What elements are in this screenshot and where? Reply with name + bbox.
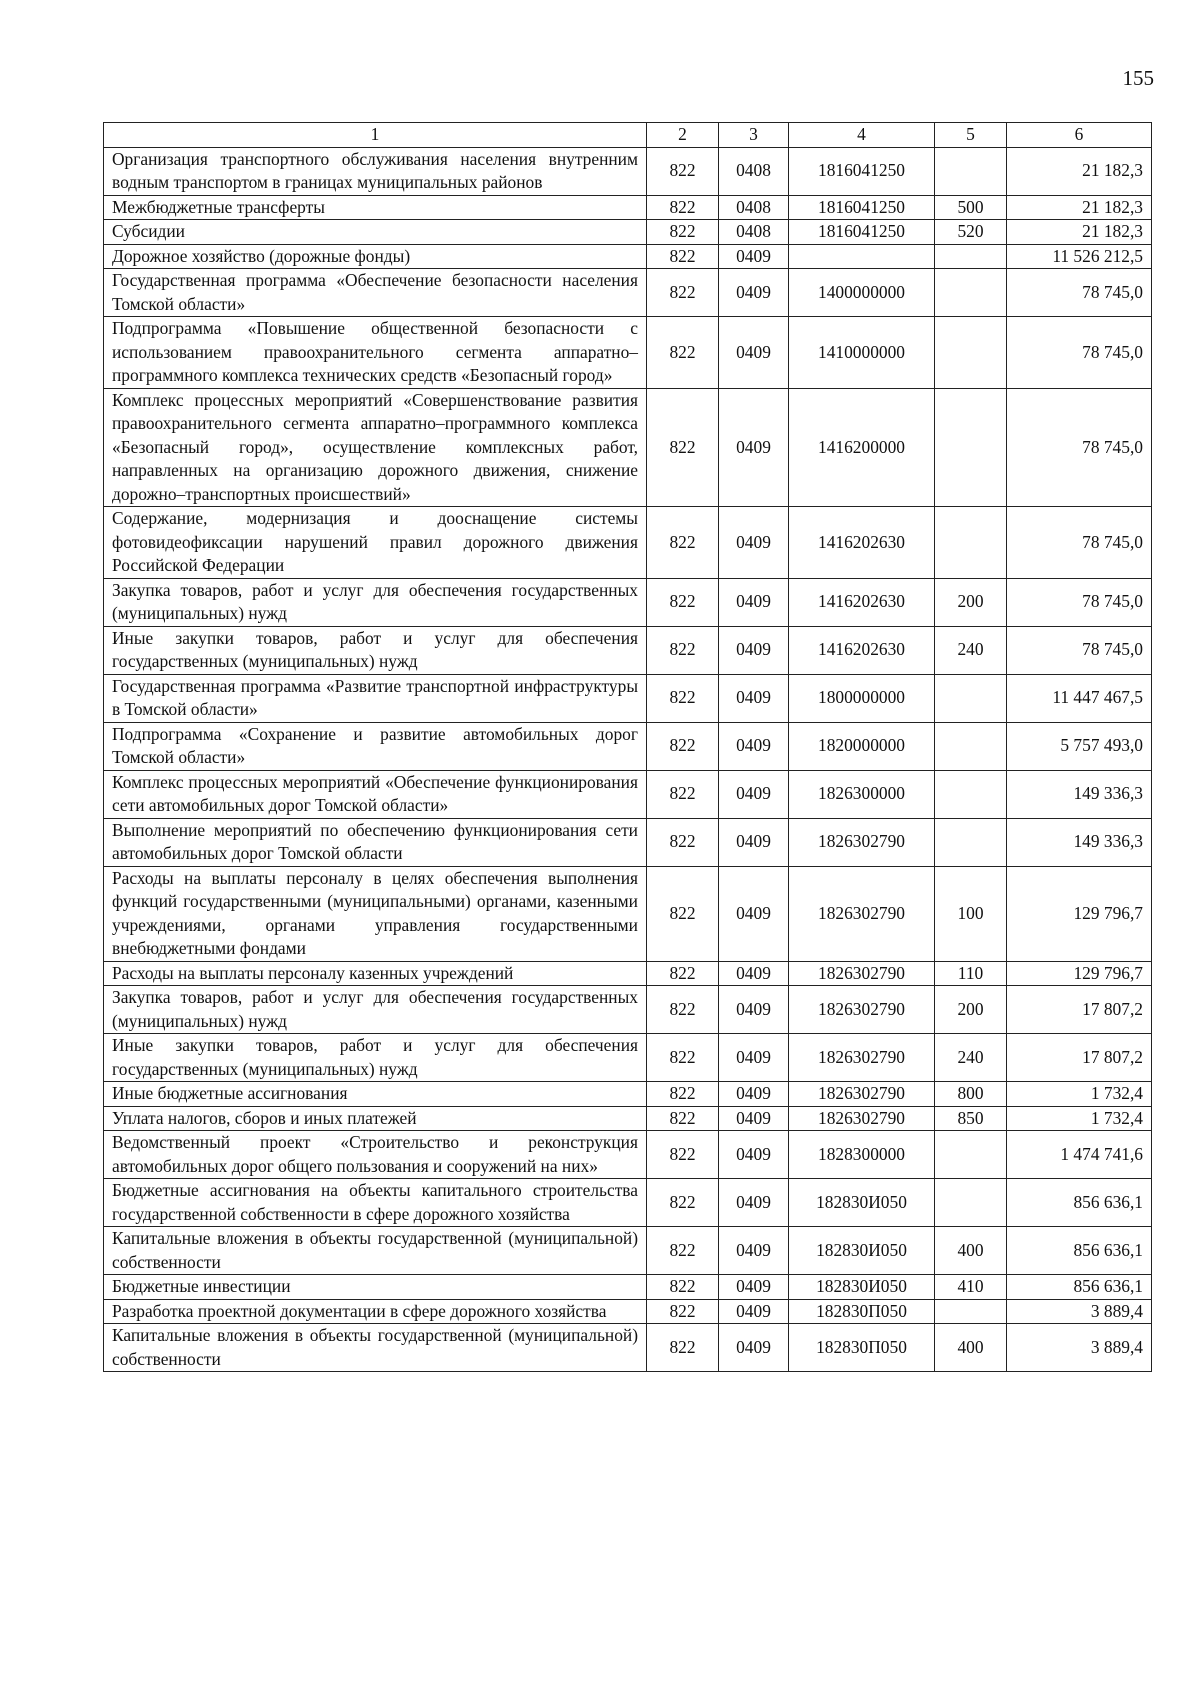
expense-type-cell: 850	[935, 1106, 1007, 1131]
item-name-cell: Межбюджетные трансферты	[104, 195, 647, 220]
item-name-cell: Закупка товаров, работ и услуг для обеспечения государственных (муниципальных) нужд	[104, 578, 647, 626]
amount-cell: 21 182,3	[1007, 220, 1152, 245]
item-name-cell: Организация транспортного обслуживания населения внутренним водным транспортом в границах муниципальных районов	[104, 147, 647, 195]
grbs-code-cell: 822	[647, 770, 719, 818]
amount-cell: 3 889,4	[1007, 1324, 1152, 1372]
section-code-cell: 0409	[719, 626, 789, 674]
item-name-cell: Закупка товаров, работ и услуг для обеспечения государственных (муниципальных) нужд	[104, 986, 647, 1034]
grbs-code-cell: 822	[647, 866, 719, 961]
expense-type-cell	[935, 507, 1007, 579]
item-name-cell: Подпрограмма «Сохранение и развитие автомобильных дорог Томской области»	[104, 722, 647, 770]
target-article-cell: 1410000000	[789, 317, 935, 389]
item-name-cell: Выполнение мероприятий по обеспечению функционирования сети автомобильных дорог Томской области	[104, 818, 647, 866]
grbs-code-cell: 822	[647, 1227, 719, 1275]
table-row	[104, 317, 1152, 389]
section-code-cell: 0409	[719, 1034, 789, 1082]
amount-cell: 21 182,3	[1007, 147, 1152, 195]
table-body	[104, 147, 1152, 1372]
section-code-cell: 0408	[719, 220, 789, 245]
table-row	[104, 1131, 1152, 1179]
expense-type-cell: 400	[935, 1324, 1007, 1372]
section-code-cell: 0409	[719, 674, 789, 722]
section-code-cell: 0409	[719, 866, 789, 961]
section-code-cell: 0409	[719, 1299, 789, 1324]
grbs-code-cell: 822	[647, 1106, 719, 1131]
table-row	[104, 1034, 1152, 1082]
table-row	[104, 1227, 1152, 1275]
section-code-cell: 0409	[719, 986, 789, 1034]
section-code-cell: 0409	[719, 1131, 789, 1179]
expense-type-cell	[935, 269, 1007, 317]
table-row	[104, 269, 1152, 317]
item-name-cell: Иные закупки товаров, работ и услуг для обеспечения государственных (муниципальных) нужд	[104, 626, 647, 674]
table-row	[104, 244, 1152, 269]
expense-type-cell: 100	[935, 866, 1007, 961]
grbs-code-cell: 822	[647, 1275, 719, 1300]
target-article-cell: 1816041250	[789, 220, 935, 245]
table-row	[104, 220, 1152, 245]
amount-cell: 1 732,4	[1007, 1082, 1152, 1107]
amount-cell: 21 182,3	[1007, 195, 1152, 220]
section-code-cell: 0408	[719, 147, 789, 195]
target-article-cell: 1826302790	[789, 961, 935, 986]
table-row	[104, 1106, 1152, 1131]
amount-cell: 78 745,0	[1007, 317, 1152, 389]
target-article-cell: 1416202630	[789, 578, 935, 626]
table-row	[104, 770, 1152, 818]
section-code-cell: 0409	[719, 317, 789, 389]
section-code-cell: 0409	[719, 388, 789, 507]
table-row	[104, 1324, 1152, 1372]
table-row	[104, 507, 1152, 579]
expense-type-cell	[935, 1131, 1007, 1179]
column-header: 4	[789, 123, 935, 148]
section-code-cell: 0409	[719, 770, 789, 818]
section-code-cell: 0409	[719, 961, 789, 986]
item-name-cell: Капитальные вложения в объекты государственной (муниципальной) собственности	[104, 1324, 647, 1372]
target-article-cell: 182830И050	[789, 1275, 935, 1300]
grbs-code-cell: 822	[647, 1299, 719, 1324]
table-row	[104, 818, 1152, 866]
grbs-code-cell: 822	[647, 1131, 719, 1179]
expense-type-cell: 240	[935, 1034, 1007, 1082]
expense-type-cell	[935, 722, 1007, 770]
item-name-cell: Содержание, модернизация и дооснащение системы фотовидеофиксации нарушений правил дорожного движения Российской Федерации	[104, 507, 647, 579]
table-row	[104, 722, 1152, 770]
target-article-cell: 1826302790	[789, 1082, 935, 1107]
grbs-code-cell: 822	[647, 507, 719, 579]
grbs-code-cell: 822	[647, 147, 719, 195]
expense-type-cell	[935, 147, 1007, 195]
table-row	[104, 866, 1152, 961]
table-row	[104, 961, 1152, 986]
grbs-code-cell: 822	[647, 317, 719, 389]
table-row	[104, 1082, 1152, 1107]
item-name-cell: Иные бюджетные ассигнования	[104, 1082, 647, 1107]
section-code-cell: 0409	[719, 578, 789, 626]
item-name-cell: Бюджетные инвестиции	[104, 1275, 647, 1300]
target-article-cell: 182830П050	[789, 1299, 935, 1324]
target-article-cell: 1816041250	[789, 195, 935, 220]
section-code-cell: 0409	[719, 722, 789, 770]
amount-cell: 17 807,2	[1007, 1034, 1152, 1082]
expense-type-cell	[935, 388, 1007, 507]
expense-type-cell: 200	[935, 986, 1007, 1034]
section-code-cell: 0409	[719, 507, 789, 579]
amount-cell: 5 757 493,0	[1007, 722, 1152, 770]
grbs-code-cell: 822	[647, 195, 719, 220]
target-article-cell: 1828300000	[789, 1131, 935, 1179]
column-header: 5	[935, 123, 1007, 148]
item-name-cell: Разработка проектной документации в сфере дорожного хозяйства	[104, 1299, 647, 1324]
table-row	[104, 195, 1152, 220]
expense-type-cell: 400	[935, 1227, 1007, 1275]
section-code-cell: 0409	[719, 818, 789, 866]
item-name-cell: Государственная программа «Развитие транспортной инфраструктуры в Томской области»	[104, 674, 647, 722]
expense-type-cell	[935, 1179, 1007, 1227]
item-name-cell: Расходы на выплаты персоналу казенных учреждений	[104, 961, 647, 986]
item-name-cell: Капитальные вложения в объекты государственной (муниципальной) собственности	[104, 1227, 647, 1275]
expense-type-cell	[935, 244, 1007, 269]
amount-cell: 129 796,7	[1007, 961, 1152, 986]
expense-type-cell: 200	[935, 578, 1007, 626]
amount-cell: 149 336,3	[1007, 818, 1152, 866]
target-article-cell	[789, 244, 935, 269]
target-article-cell: 182830И050	[789, 1227, 935, 1275]
grbs-code-cell: 822	[647, 269, 719, 317]
table-row	[104, 147, 1152, 195]
amount-cell: 3 889,4	[1007, 1299, 1152, 1324]
expense-type-cell	[935, 1299, 1007, 1324]
expense-type-cell: 240	[935, 626, 1007, 674]
amount-cell: 78 745,0	[1007, 507, 1152, 579]
grbs-code-cell: 822	[647, 388, 719, 507]
table-row	[104, 388, 1152, 507]
item-name-cell: Субсидии	[104, 220, 647, 245]
grbs-code-cell: 822	[647, 1324, 719, 1372]
budget-table	[103, 122, 1152, 1372]
target-article-cell: 1826302790	[789, 986, 935, 1034]
page-number: 155	[1122, 66, 1154, 90]
amount-cell: 11 447 467,5	[1007, 674, 1152, 722]
amount-cell: 17 807,2	[1007, 986, 1152, 1034]
grbs-code-cell: 822	[647, 1082, 719, 1107]
target-article-cell: 182830П050	[789, 1324, 935, 1372]
item-name-cell: Дорожное хозяйство (дорожные фонды)	[104, 244, 647, 269]
amount-cell: 11 526 212,5	[1007, 244, 1152, 269]
amount-cell: 856 636,1	[1007, 1275, 1152, 1300]
target-article-cell: 1416202630	[789, 507, 935, 579]
target-article-cell: 1826302790	[789, 1034, 935, 1082]
table-row	[104, 578, 1152, 626]
amount-cell: 1 474 741,6	[1007, 1131, 1152, 1179]
grbs-code-cell: 822	[647, 626, 719, 674]
item-name-cell: Подпрограмма «Повышение общественной безопасности с использованием правоохранительного сегмента аппаратно–программного комплекса технических средств «Безопасный город»	[104, 317, 647, 389]
section-code-cell: 0409	[719, 1179, 789, 1227]
target-article-cell: 1416202630	[789, 626, 935, 674]
expense-type-cell	[935, 674, 1007, 722]
expense-type-cell: 410	[935, 1275, 1007, 1300]
item-name-cell: Иные закупки товаров, работ и услуг для обеспечения государственных (муниципальных) нужд	[104, 1034, 647, 1082]
target-article-cell: 1820000000	[789, 722, 935, 770]
target-article-cell: 1816041250	[789, 147, 935, 195]
target-article-cell: 1826300000	[789, 770, 935, 818]
amount-cell: 78 745,0	[1007, 269, 1152, 317]
section-code-cell: 0408	[719, 195, 789, 220]
table-row	[104, 674, 1152, 722]
amount-cell: 78 745,0	[1007, 578, 1152, 626]
expense-type-cell: 520	[935, 220, 1007, 245]
grbs-code-cell: 822	[647, 722, 719, 770]
target-article-cell: 182830И050	[789, 1179, 935, 1227]
target-article-cell: 1826302790	[789, 818, 935, 866]
expense-type-cell: 800	[935, 1082, 1007, 1107]
grbs-code-cell: 822	[647, 674, 719, 722]
expense-type-cell	[935, 818, 1007, 866]
grbs-code-cell: 822	[647, 244, 719, 269]
table-row	[104, 1275, 1152, 1300]
grbs-code-cell: 822	[647, 578, 719, 626]
amount-cell: 856 636,1	[1007, 1179, 1152, 1227]
section-code-cell: 0409	[719, 244, 789, 269]
item-name-cell: Государственная программа «Обеспечение безопасности населения Томской области»	[104, 269, 647, 317]
amount-cell: 149 336,3	[1007, 770, 1152, 818]
grbs-code-cell: 822	[647, 818, 719, 866]
expense-type-cell	[935, 317, 1007, 389]
header-row	[104, 123, 1152, 148]
target-article-cell: 1826302790	[789, 1106, 935, 1131]
section-code-cell: 0409	[719, 1106, 789, 1131]
section-code-cell: 0409	[719, 1082, 789, 1107]
expense-type-cell: 110	[935, 961, 1007, 986]
table-row	[104, 626, 1152, 674]
section-code-cell: 0409	[719, 1324, 789, 1372]
grbs-code-cell: 822	[647, 961, 719, 986]
column-header: 6	[1007, 123, 1152, 148]
amount-cell: 1 732,4	[1007, 1106, 1152, 1131]
amount-cell: 78 745,0	[1007, 626, 1152, 674]
amount-cell: 78 745,0	[1007, 388, 1152, 507]
item-name-cell: Комплекс процессных мероприятий «Совершенствование развития правоохранительного сегмента аппаратно–программного комплекса «Безопасный город», осуществление комплексных работ, направленных на организацию дорожного движения, снижение дорожно–транспортных происшествий»	[104, 388, 647, 507]
target-article-cell: 1400000000	[789, 269, 935, 317]
grbs-code-cell: 822	[647, 1034, 719, 1082]
table-row	[104, 1179, 1152, 1227]
table-row	[104, 1299, 1152, 1324]
column-header: 2	[647, 123, 719, 148]
expense-type-cell	[935, 770, 1007, 818]
table-row	[104, 986, 1152, 1034]
section-code-cell: 0409	[719, 1227, 789, 1275]
column-header: 3	[719, 123, 789, 148]
item-name-cell: Бюджетные ассигнования на объекты капитального строительства государственной собственности в сфере дорожного хозяйства	[104, 1179, 647, 1227]
amount-cell: 129 796,7	[1007, 866, 1152, 961]
item-name-cell: Уплата налогов, сборов и иных платежей	[104, 1106, 647, 1131]
target-article-cell: 1416200000	[789, 388, 935, 507]
target-article-cell: 1826302790	[789, 866, 935, 961]
item-name-cell: Комплекс процессных мероприятий «Обеспечение функционирования сети автомобильных дорог Томской области»	[104, 770, 647, 818]
expense-type-cell: 500	[935, 195, 1007, 220]
grbs-code-cell: 822	[647, 1179, 719, 1227]
amount-cell: 856 636,1	[1007, 1227, 1152, 1275]
item-name-cell: Расходы на выплаты персоналу в целях обеспечения выполнения функций государственными (муниципальными) органами, казенными учреждениями, органами управления государственными внебюджетными фондами	[104, 866, 647, 961]
grbs-code-cell: 822	[647, 986, 719, 1034]
section-code-cell: 0409	[719, 1275, 789, 1300]
target-article-cell: 1800000000	[789, 674, 935, 722]
column-header: 1	[104, 123, 647, 148]
item-name-cell: Ведомственный проект «Строительство и реконструкция автомобильных дорог общего пользования и сооружений на них»	[104, 1131, 647, 1179]
grbs-code-cell: 822	[647, 220, 719, 245]
section-code-cell: 0409	[719, 269, 789, 317]
